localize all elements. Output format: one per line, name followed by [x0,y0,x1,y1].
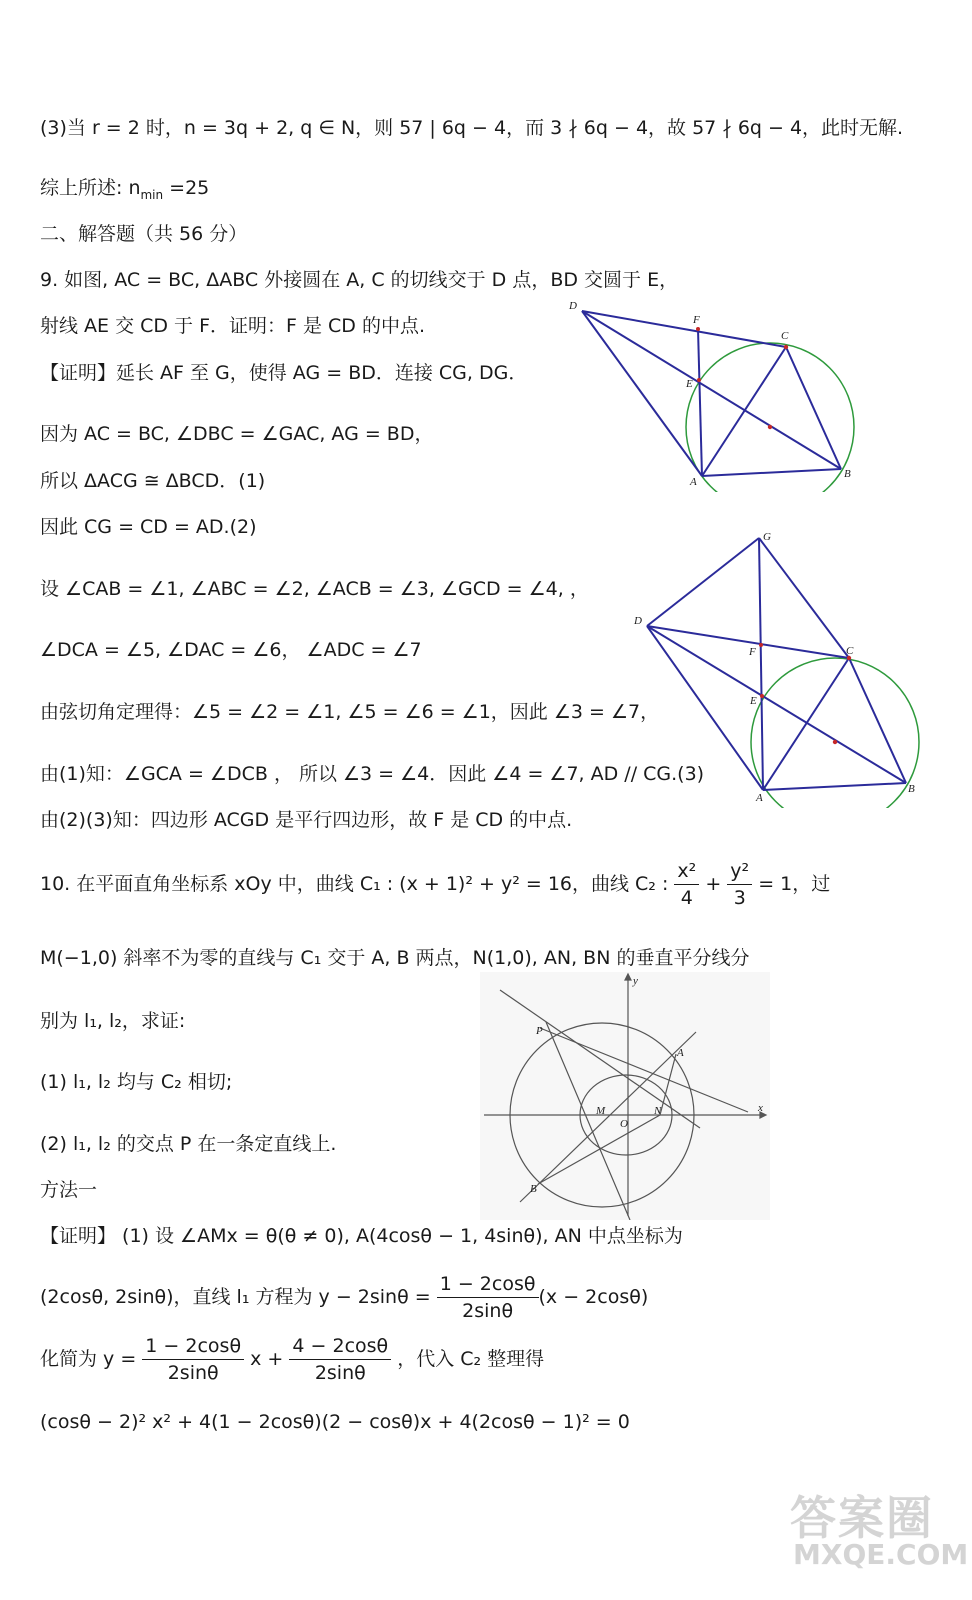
frac-den: 2sinθ [314,1362,366,1384]
segment-AG [759,538,763,790]
label-A: A [677,1047,684,1059]
segment-DC [647,626,849,658]
frac-num: 1 − 2cosθ [142,1333,244,1360]
segment-DA [582,311,702,476]
label-C: C [781,330,789,342]
segment-DG [647,538,759,626]
label-A: A [756,792,763,804]
point-center [833,740,837,744]
frac-den: 3 [733,887,746,909]
frac-den: 4 [680,887,693,909]
p10-text-b: = 1，过 [758,873,831,895]
problem10-part2: (2) l₁, l₂ 的交点 P 在一条定直线上. [40,1133,337,1155]
line-case3: (3)当 r = 2 时，n = 3q + 2, q ∈ N，则 57 | 6q − 4，而 3 ∤ 6q − 4，故 57 ∤ 6q − 4，此时无解. [40,117,904,139]
frac-den: 2sinθ [167,1362,219,1384]
plus-sign: + [705,873,722,895]
p10-line3-mid: x + [250,1348,284,1370]
problem10-statement-2: M(−1,0) 斜率不为零的直线与 C₁ 交于 A, B 两点，N(1,0), AN, BN 的垂直平分线分 [40,947,750,969]
p10-line2-a: (2cosθ, 2sinθ)，直线 l₁ 方程为 y − 2sinθ = [40,1286,431,1308]
watermark-top: 答案圈 [790,1491,934,1545]
p10-line3-a: 化简为 y = [40,1348,137,1370]
label-x: x [758,1102,763,1114]
label-N: N [654,1105,662,1117]
label-B: B [844,468,851,480]
watermark-bottom: MXQE.COM [793,1538,969,1571]
problem10-statement-1 [40,856,830,912]
line-summary [40,176,209,207]
label-P: P [536,1025,543,1037]
segment-AF [698,329,702,476]
segment-DB [647,626,906,783]
point-center [768,425,772,429]
point-E [760,694,764,698]
label-C: C [846,645,854,657]
label-D: D [634,615,642,627]
method-one: 方法一 [40,1179,98,1201]
segment-AB [702,469,841,476]
label-G: G [763,531,771,543]
label-E: E [750,695,757,707]
label-O: O [620,1118,628,1130]
fraction-x2-4 [674,858,699,911]
proof9-line-3: 所以 ΔACG ≅ ΔBCD．(1) [40,470,266,492]
proof9-line-2: 因为 AC = BC, ∠DBC = ∠GAC, AG = BD， [40,423,434,445]
figure-conic-3 [480,972,770,1220]
proof9-line-5: 设 ∠CAB = ∠1, ∠ABC = ∠2, ∠ACB = ∠3, ∠GCD = ∠4, ， [40,578,589,600]
proof9-line-4: 因此 CG = CD = AD.(2) [40,516,257,538]
segment-AB [763,783,906,790]
summary-end: =25 [163,177,210,199]
point-F [696,327,700,331]
proof10-line-4: (cosθ − 2)² x² + 4(1 − 2cosθ)(2 − cosθ)x + 4(2cosθ − 1)² = 0 [40,1411,630,1433]
figure-parallelogram-2 [625,528,925,808]
point-F [759,643,763,647]
problem10-part1: (1) l₁, l₂ 均与 C₂ 相切; [40,1071,233,1093]
summary-text: 综上所述: n [40,177,141,199]
problem9-statement-2: 射线 AE 交 CD 于 F．证明：F 是 CD 的中点. [40,315,426,337]
label-B: B [530,1183,537,1195]
point-C [784,345,788,349]
proof9-line-9: 由(2)(3)知：四边形 ACGD 是平行四边形，故 F 是 CD 的中点. [40,809,573,831]
label-M: M [596,1105,606,1117]
fraction-y2-3 [727,858,752,911]
label-y: y [633,975,638,987]
p10-text-a: 10. 在平面直角坐标系 xOy 中，曲线 C₁ : (x + 1)² + y² = 16，曲线 C₂ : [40,873,669,895]
segment-AC [763,658,849,790]
frac-num: 4 − 2cosθ [289,1333,391,1360]
proof9-line-7: 由弦切角定理得：∠5 = ∠2 = ∠1, ∠5 = ∠6 = ∠1，因此 ∠3 = ∠7， [40,701,660,723]
label-E: E [686,378,693,390]
segment-BC [786,347,841,469]
proof9-line-1: 【证明】延长 AF 至 G，使得 AG = BD．连接 CG, DG． [40,362,528,384]
segment-DA [647,626,763,790]
proof9-line-8: 由(1)知：∠GCA = ∠DCB ， 所以 ∠3 = ∠4．因此 ∠4 = ∠7, AD // CG.(3) [40,763,705,785]
segment-GC [759,538,849,658]
p10-line3-b: ，代入 C₂ 整理得 [397,1348,545,1370]
proof10-line-1: 【证明】 (1) 设 ∠AMx = θ(θ ≠ 0), A(4cosθ − 1, 4sinθ), AN 中点坐标为 [40,1225,683,1247]
problem10-statement-3: 别为 l₁, l₂，求证: [40,1010,186,1032]
figure-circle-tangent-1 [560,292,860,492]
frac-den: 2sinθ [462,1300,514,1322]
label-F: F [749,646,756,658]
label-D: D [569,300,577,312]
figure-background [480,972,770,1220]
problem9-statement-1: 9. 如图, AC = BC, ΔABC 外接圆在 A, C 的切线交于 D 点，BD 交圆于 E， [40,269,679,291]
frac-num: y² [727,858,752,885]
summary-sub: min [140,187,164,202]
proof10-line-2 [40,1268,648,1326]
fraction-slope [437,1271,539,1324]
proof9-line-6: ∠DCA = ∠5, ∠DAC = ∠6， ∠ADC = ∠7 [40,639,422,661]
label-F: F [693,314,700,326]
fraction-const [289,1333,391,1386]
label-B: B [908,783,915,795]
proof10-line-3 [40,1330,544,1388]
segment-BC [849,658,906,783]
label-A: A [690,476,697,488]
segment-AC [702,347,786,476]
frac-num: 1 − 2cosθ [437,1271,539,1298]
frac-num: x² [674,858,699,885]
point-E [697,378,701,382]
p10-line2-b: (x − 2cosθ) [538,1286,649,1308]
section-heading: 二、解答题（共 56 分） [40,223,248,245]
fraction-coef [142,1333,244,1386]
